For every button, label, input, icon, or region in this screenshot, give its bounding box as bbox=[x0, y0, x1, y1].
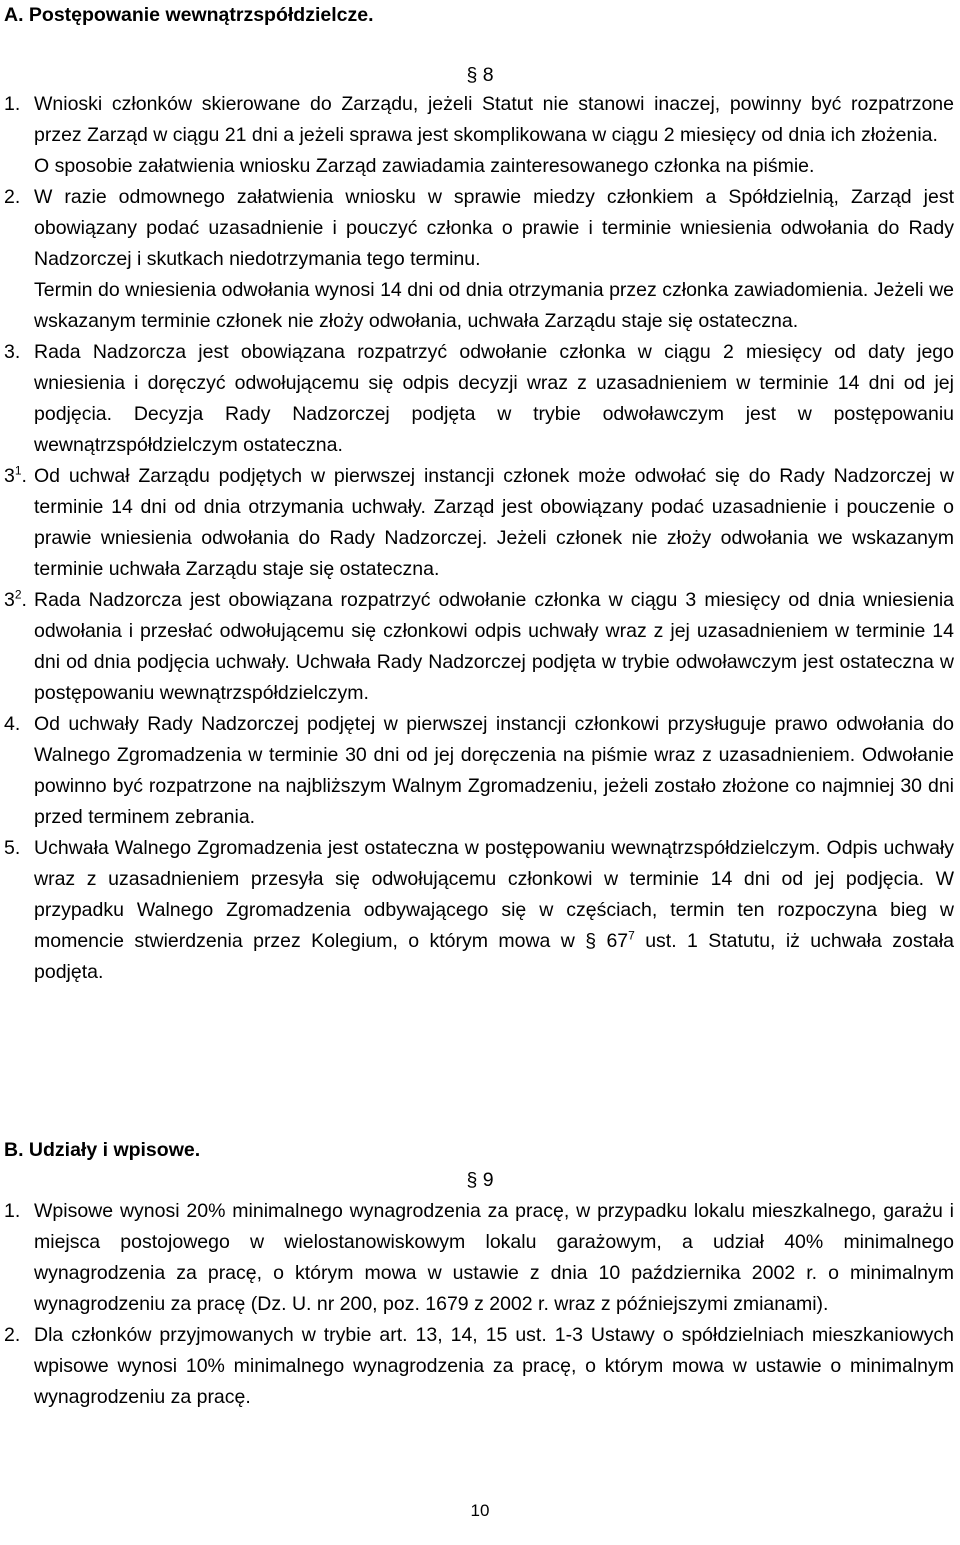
list-item bbox=[4, 461, 954, 585]
item-body bbox=[34, 89, 954, 182]
section-a-items bbox=[4, 89, 954, 988]
item-text: Od uchwał Zarządu podjętych w pierwszej instancji członek może odwołać się do Rady Nadzorczej w terminie 14 dni od dnia otrzymania uchwały. Zarząd jest obowiązany podać uzasadnienie i pouczenie o prawie wniesienia odwołania do Rady Nadzorczej. Jeżeli członek nie złoży odwołania we wskazanym terminie uchwała Zarządu staje się ostateczna. bbox=[34, 465, 954, 580]
section-b-items bbox=[4, 1196, 954, 1413]
item-text-sup: 7 bbox=[628, 928, 635, 943]
list-item bbox=[4, 709, 954, 833]
item-text: Rada Nadzorcza jest obowiązana rozpatrzyć odwołanie członka w ciągu 3 miesięcy od dnia wniesienia odwołania i przesłać odwołującemu się członkowi odpis uchwały wraz z jej uzasadnieniem w terminie 14 dni od dnia podjęcia uchwały. Uchwała Rady Nadzorczej podjęta w trybie odwoławczym jest ostateczna w postępowaniu wewnątrzspółdzielczym. bbox=[34, 589, 954, 704]
section-b-heading: B. Udziały i wpisowe. bbox=[4, 1139, 201, 1161]
item-text-tail: ust. 1 Statutu, iż uchwała została podjęta. bbox=[34, 930, 955, 983]
paragraph-mark-8: § 8 bbox=[466, 64, 494, 86]
item-number-suffix: . bbox=[21, 589, 27, 611]
item-subtext: O sposobie załatwienia wniosku Zarząd zawiadamia zainteresowanego członka na piśmie. bbox=[34, 155, 815, 177]
item-number bbox=[4, 585, 34, 709]
list-item bbox=[4, 89, 954, 182]
item-text: Rada Nadzorcza jest obowiązana rozpatrzyć odwołanie członka w ciągu 2 miesięcy od daty jego wniesienia i doręczyć odwołującemu się odpis decyzji wraz z uzasadnieniem w terminie 14 dni od jej podjęcia. Decyzja Rady Nadzorczej podjęta w trybie odwoławczym jest w postępowaniu wewnątrzspółdzielczym ostateczna. bbox=[34, 341, 954, 456]
list-item bbox=[4, 1196, 954, 1320]
item-text: Dla członków przyjmowanych w trybie art. 13, 14, 15 ust. 1-3 Ustawy o spółdzielniach mieszkaniowych wpisowe wynosi 10% minimalnego wynagrodzenia za pracę, o którym mowa w ustawie o minimalnym wynagrodzeniu za pracę. bbox=[34, 1324, 954, 1408]
paragraph-mark-9: § 9 bbox=[466, 1169, 494, 1191]
item-number: 1. bbox=[4, 93, 21, 115]
list-item bbox=[4, 585, 954, 709]
item-number-sup: 1 bbox=[14, 463, 22, 478]
list-item bbox=[4, 1320, 954, 1413]
item-number-suffix: . bbox=[21, 465, 27, 487]
list-item bbox=[4, 337, 954, 461]
item-number bbox=[4, 461, 34, 585]
section-a-heading: A. Postępowanie wewnątrzspółdzielcze. bbox=[4, 4, 374, 26]
page-number: 10 bbox=[470, 1501, 490, 1520]
item-number: 4. bbox=[4, 713, 21, 735]
item-text: Wpisowe wynosi 20% minimalnego wynagrodzenia za pracę, w przypadku lokalu mieszkalnego, garażu i miejsca postojowego w wielostanowiskowym lokalu garażowym, a udział 40% minimalnego wynagrodzenia za pracę, o którym mowa w ustawie z dnia 10 października 2002 r. o minimalnym wynagrodzeniu za pracę (Dz. U. nr 200, poz. 1679 z 2002 r. wraz z późniejszymi zmianami). bbox=[34, 1200, 954, 1315]
item-text: Wnioski członków skierowane do Zarządu, jeżeli Statut nie stanowi inaczej, powinny być rozpatrzone przez Zarząd w ciągu 21 dni a jeżeli sprawa jest skomplikowana w ciągu 2 miesięcy od dnia ich złożenia. bbox=[34, 93, 954, 146]
list-item bbox=[4, 182, 954, 337]
item-text: Uchwała Walnego Zgromadzenia jest ostateczna w postępowaniu wewnątrzspółdzielczym. Odpis uchwały wraz z uzasadnieniem przesyła się odwołującemu członkowi w terminie 14 dni od jej podjęcia. W przypadku Walnego Zgromadzenia odbywającego się w częściach, termin ten rozpoczyna bieg w momencie stwierdzenia przez Kolegium, o którym mowa w § 67 bbox=[34, 837, 954, 952]
item-text: W razie odmownego załatwienia wniosku w sprawie miedzy członkiem a Spółdzielnią, Zarząd jest obowiązany podać uzasadnienie i pouczyć członka o prawie i terminie wniesienia odwołania do Rady Nadzorczej i skutkach niedotrzymania tego terminu. bbox=[34, 186, 954, 270]
item-number-base: 3 bbox=[4, 465, 15, 487]
item-number: 2. bbox=[4, 186, 21, 208]
item-body bbox=[34, 833, 954, 988]
item-body bbox=[34, 182, 954, 337]
list-item bbox=[4, 833, 954, 988]
item-number: 5. bbox=[4, 837, 21, 859]
item-subtext: Termin do wniesienia odwołania wynosi 14 dni od dnia otrzymania przez członka zawiadomienia. Jeżeli we wskazanym terminie członek nie złoży odwołania, uchwała Zarządu staje się ostateczna. bbox=[34, 279, 954, 332]
item-number-base: 3 bbox=[4, 589, 15, 611]
item-number: 1. bbox=[4, 1200, 21, 1222]
item-number-sup: 2 bbox=[14, 587, 22, 602]
item-text: Od uchwały Rady Nadzorczej podjętej w pierwszej instancji członkowi przysługuje prawo odwołania do Walnego Zgromadzenia w terminie 30 dni od jej doręczenia na piśmie wraz z uzasadnieniem. Odwołanie powinno być rozpatrzone na najbliższym Walnym Zgromadzeniu, jeżeli zostało złożone co najmniej 30 dni przed terminem zebrania. bbox=[34, 713, 954, 828]
item-number: 3. bbox=[4, 341, 21, 363]
item-number: 2. bbox=[4, 1324, 21, 1346]
